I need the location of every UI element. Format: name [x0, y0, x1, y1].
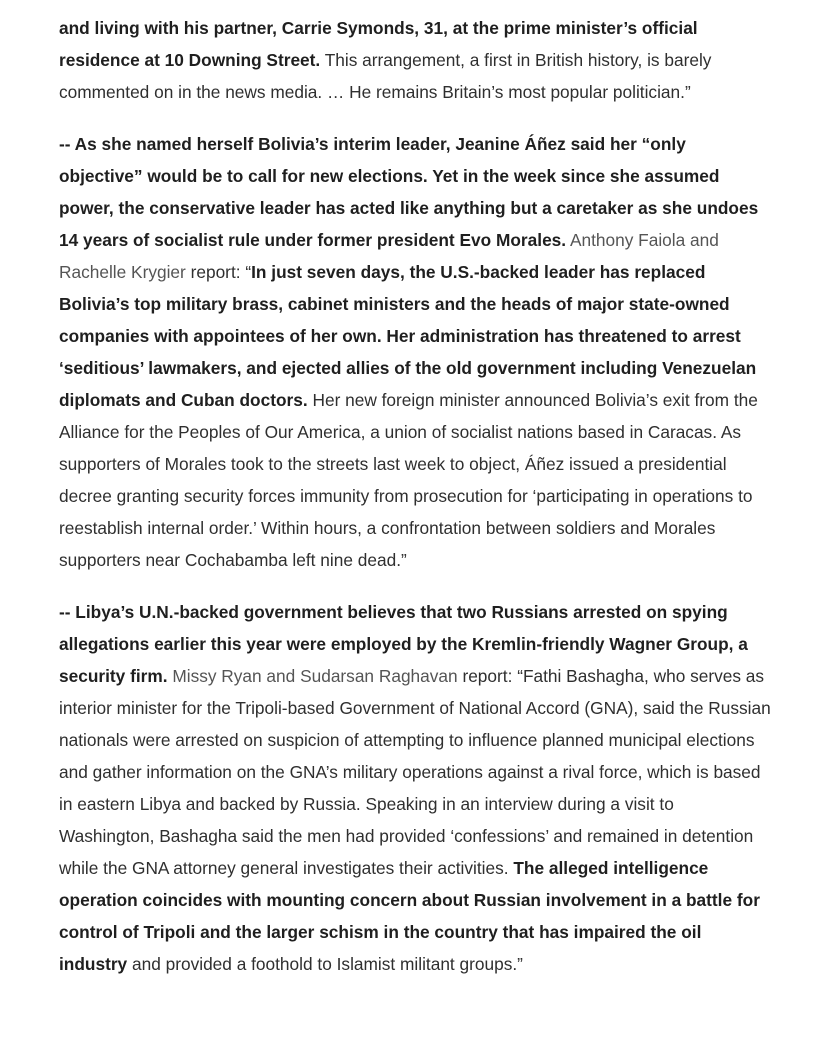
body-text: Her new foreign minister announced Bolivia’s exit from the Alliance for the Peoples of Our America, a union of socialist nations based in Caracas. As supporters of Morales took to the streets last week to object, Áñez issued a presidential decree granting security forces immunity from prosecution for ‘participating in operations to reestablish internal order.’ Within hours, a confrontation between soldiers and Morales supporters near Cochabamba left nine dead.” — [59, 390, 758, 570]
bold-text: and living with his partner, Carrie Symonds, 31, at the prime minister’s official residence at 10 Downing Street. — [59, 18, 698, 70]
headline-lead: -- Libya’s U.N.-backed government believes that two Russians arrested on spying allegations earlier this year were employed by the Kremlin-friendly Wagner Group, a security firm. — [59, 602, 748, 686]
byline-authors: Anthony Faiola and Rachelle Krygier — [59, 230, 719, 282]
article-body — [59, 12, 774, 1000]
body-text: report: “ — [185, 262, 252, 282]
body-text: and provided a foothold to Islamist militant groups.” — [127, 954, 523, 974]
bold-quote: In just seven days, the U.S.-backed leader has replaced Bolivia’s top military brass, cabinet ministers and the heads of major state-owned companies with appointees of her own. Her administration has threatened to arrest ‘seditious’ lawmakers, and ejected allies of the old government including Venezuelan diplomats and Cuban doctors. — [59, 262, 757, 410]
byline-authors: Missy Ryan and Sudarsan Raghavan — [167, 666, 458, 686]
paragraph-bolivia — [59, 128, 774, 576]
paragraph-boris-johnson — [59, 12, 774, 108]
body-text: This arrangement, a first in British history, is barely commented on in the news media. … He remains Britain’s most popular politician.” — [59, 50, 712, 102]
bold-quote: The alleged intelligence operation coincides with mounting concern about Russian involvement in a battle for control of Tripoli and the larger schism in the country that has impaired the oil industry — [59, 858, 760, 974]
body-text: report: “Fathi Bashagha, who serves as interior minister for the Tripoli-based Government of National Accord (GNA), said the Russian nationals were arrested on suspicion of attempting to influence planned municipal elections and gather information on the GNA’s military operations against a rival force, which is based in eastern Libya and backed by Russia. Speaking in an interview during a visit to Washington, Bashagha said the men had provided ‘confessions’ and remained in detention while the GNA attorney general investigates their activities. — [59, 666, 771, 878]
paragraph-libya — [59, 596, 774, 980]
headline-lead: -- As she named herself Bolivia’s interim leader, Jeanine Áñez said her “only objective” would be to call for new elections. Yet in the week since she assumed power, the conservative leader has acted like anything but a caretaker as she undoes 14 years of socialist rule under former president Evo Morales. — [59, 134, 759, 250]
